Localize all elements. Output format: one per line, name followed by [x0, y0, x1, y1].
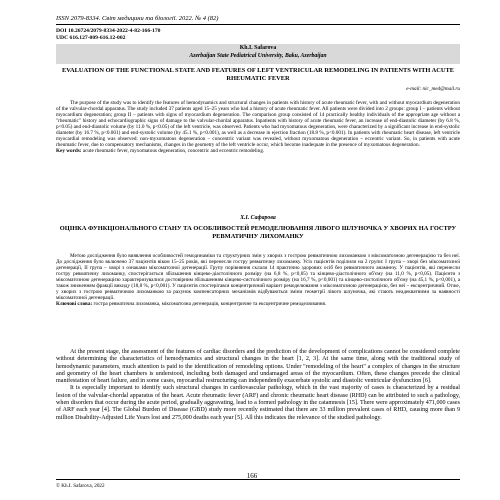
keywords-en-label: Key words:: [56, 148, 82, 155]
article-title-uk: ОЦІНКА ФУНКЦІОНАЛЬНОГО СТАНУ ТА ОСОБЛИВОСТЕЙ РЕМОДЕЛЮВАННЯ ЛІВОГО ШЛУНОЧКА У ХВОРИХ НА ГОСТРУ РЕВМАТИЧНУ ЛИХОМАНКУ: [59, 225, 457, 241]
author-email: e-mail: nic_med@mail.ru: [406, 86, 460, 92]
header-rule: [56, 24, 460, 25]
article-body: [56, 349, 460, 422]
journal-header: ISSN 2079-8334. Світ медицини та біології. 2022. № 4 (82): [56, 15, 219, 22]
body-paragraph: It is especially important to identify such structural changes in cardiovascular pathology, which in the vast majority of cases is characterized by a residual lesion of the valvular-chordal apparatus of the heart. Acute rheumatic fever (ARF) and chronic rheumatic heart disease (RHD) can be attributed to such a pathology, when disorders that occur during the acute period, gradually aggravating, lead to a formed pathology in the catamnesis [15]. There were approximately 471,000 cases of ARF each year [4]. The Global Burden of Disease (GBD) study more recently estimated that there are 33 million prevalent cases of RHD, causing more than 9 million Disability-Adjusted Life Years lost and 275,000 deaths each year [5]. All this indicates the relevance of the studied pathology.: [56, 385, 460, 421]
copyright-notice: © Kh.I. Safarova, 2022: [56, 483, 105, 489]
keywords-uk: [56, 301, 460, 307]
keywords-en: [56, 148, 460, 154]
keywords-en-text: acute rheumatic fever, myxomatous degeneration, concentric and eccentric remodeling.: [82, 148, 265, 155]
author-name-uk: Х.І. Сафарова: [240, 215, 276, 221]
udc-line: UDC 616.127-009-616.12-002: [56, 35, 126, 42]
body-paragraph: At the present stage, the assessment of the features of cardiac disorders and the prediction of the development of complications cannot be considered complete without determining the characteristics of hemodynamics and structural changes in the heart [1, 2, 3]. At the same time, along with the traditional study of hemodynamic parameters, much attention is paid to the identification of remodeling options. Under "remodeling of the heart" a complex of changes in the structure and geometry of the heart chambers is understood, including both damaged and undamaged areas of the myocardium. Often, these changes precede the clinical manifestation of heart failure, and in some cases, myocardial restructuring can independently exacerbate systolic and diastolic ventricular dysfunction [6].: [56, 349, 460, 385]
article-title-en: EVALUATION OF THE FUNCTIONAL STATE AND FEATURES OF LEFT VENTRICULAR REMODELING IN PATIENTS WITH ACUTE RHEUMATIC FEVER: [61, 67, 455, 83]
article-identifiers: [56, 28, 316, 42]
page-number: 166: [246, 472, 258, 480]
abstract-uk-text: Метою дослідження було виявлення особливостей гемодинаміки та структурних змін у хворих з гострою ревматичною лихоманкою з міксоматозною дегенерацією та без неї. До дослідження було включено 37 пацієнтів віком 15–25 років, які перенесли гостру ревматичну лихоманку. Усіх пацієнтів поділили на 2 групи: І група – хворі без міксоматозної дегенерації, ІІ група – хворі з ознаками міксоматозної дегенерації. Групу порівняння склали 14 практично здорових осіб без ревматичного анамнезу. У пацієнтів, які перенесли гостру ревматичну лихоманку, спостерігається збільшення кінцево-діастолічного розміру (на 6,8 %, р<0,05) та кінцево-діастолічного об'єму (на 11,0 %, р<0,05). Пацієнти з міксоматозною дегенерацією характеризувалися достовірним збільшенням кінцево-систолічного розміру (на 16,7 %, р<0,001) та кінцево-систолічного об'єму (на 45,1 %, р<0,001), а також зниженням фракції викиду (18,8 %, р<0,001). У пацієнтів спостерігався концентричний варіант ремоделювання з міксоматозною дегенерацією, без неї – ексцентричний. Отже, у хворих з гострою ревматичною лихоманкою за рахунок компенсаторних механізмів відбуваються зміни геометрії лівого шлуночка, які стають неадекватними за наявності міксоматозної дегенерації.: [56, 253, 460, 302]
abstract-en-text: The purpose of the study was to identify the features of hemodynamics and structural changes in patients with history of acute rheumatic fever, with and without myocardium degeneration of the valvular-chordal apparatus. The study included 37 patients aged 15–25 years who had a history of acute rheumatic fever. All patients were divided into 2 groups: group I – patients without myocardium degeneration; group II – patients with signs of myocardium degeneration. The comparison group consisted of 14 practically healthy individuals of the appropriate age without a "rheumatic" history and echocardiographic signs of damage to the valvular-chordal apparatus. Inpatients with history of acute rheumatic fever, an increase of end-diastolic diameter (by 6.8 %, p<0.05) and end-diastolic volume (by 11.0 %, p<0.05) of the left ventricle, was observed. Patients who had myxomatous degeneration, were characterized by a significant increase in end-systolic diameter (by 16.7 %, p<0.001) and end-systolic volume (by 45.1 %, p<0.001), as well as a decrease in ejection fraction (18.8 %, p<0.001). In patients with rheumatic heart disease, left ventricle myocardial remodeling was observed: non-myxomatous degeneration – concentric variant was revealed, without myxomatous degeneration – eccentric variant. So, in patients with acute rheumatic fever, due to compensatory mechanisms, changes in the geometry of the left ventricle occur, which become inadequate in the presence of myxomatous degeneration.: [56, 100, 460, 149]
abstract-en: [56, 100, 460, 154]
author-name: Kh.I. Safarova: [239, 45, 277, 51]
footer-rule: [56, 479, 460, 480]
doi-line: DOI 10.26724/2079-8334-2022-4-82-166-170: [56, 28, 161, 34]
abstract-uk: [56, 253, 460, 307]
keywords-uk-label: Ключові слова:: [56, 301, 93, 308]
author-affiliation: Azerbaijan State Pediatrical University, Baku, Azerbaijan: [189, 53, 327, 59]
keywords-uk-text: гостра ревматична лихоманка, міксоматозна дегенерація, концентричне та ексцентричне ремоделювання.: [93, 301, 327, 308]
author-banner: [56, 44, 460, 64]
